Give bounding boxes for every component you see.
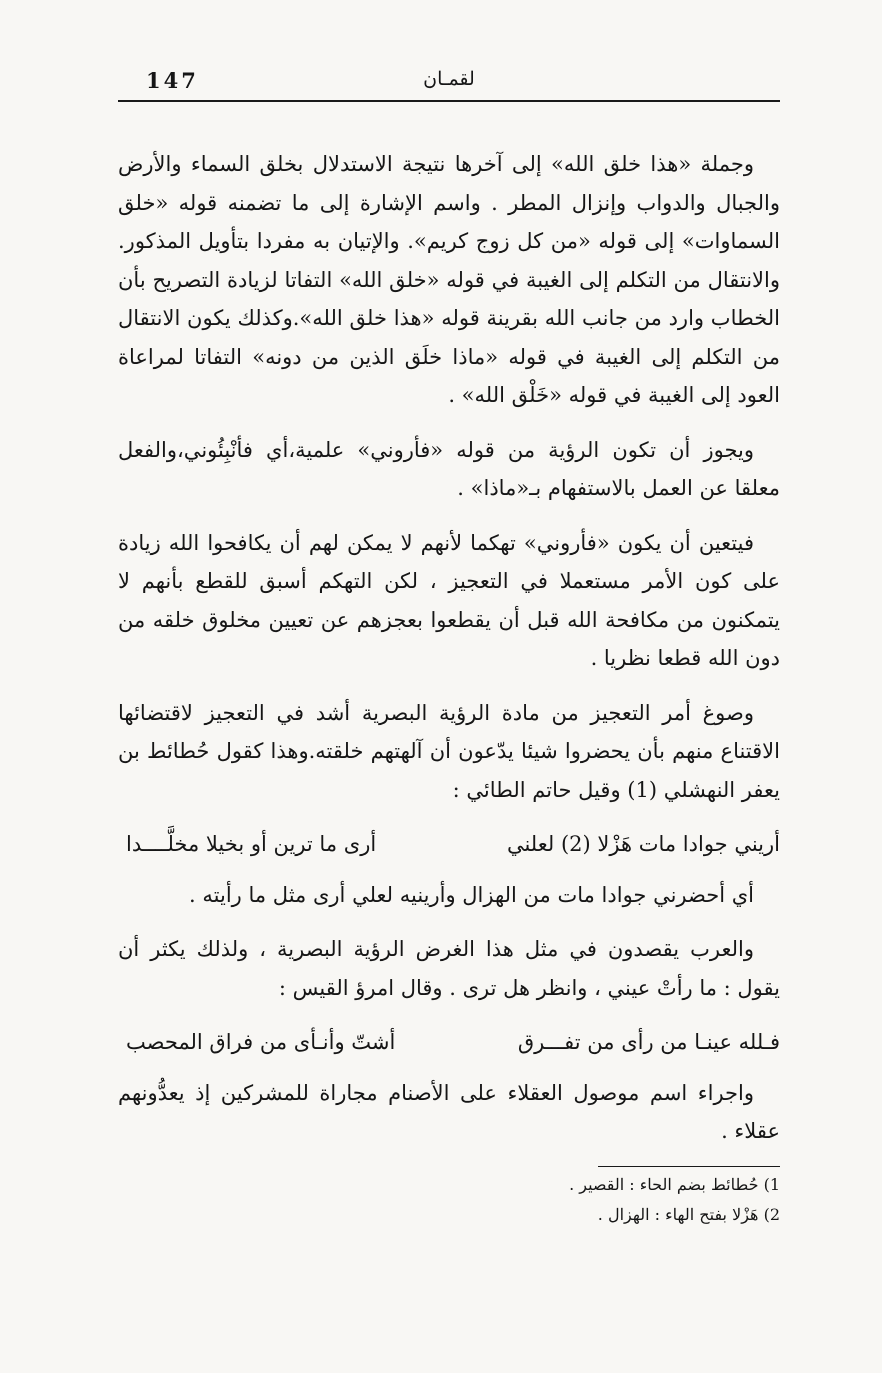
footnote-rule	[598, 1166, 780, 1167]
verse-second-hemistich: أشتّ وأنـأى من فراق المحصب	[126, 1030, 396, 1054]
paragraph: ويجوز أن تكون الرؤية من قوله «فأروني» علمية،أي فأنْبِئُوني،والفعل معلقا عن العمل بالاستفهام بـ«ماذا» .	[118, 437, 780, 500]
page-number: 147	[146, 68, 199, 93]
running-title: لقمـان	[423, 68, 475, 90]
paragraph: والعرب يقصدون في مثل هذا الغرض الرؤية البصرية ، ولذلك يكثر أن يقول : ما رأتْ عيني ، وانظر هل ترى . وقال امرؤ القيس :	[118, 937, 780, 1000]
paragraph: وصوغ أمر التعجيز من مادة الرؤية البصرية أشد في التعجيز لاقتضائها الاقتناع منهم بأن يحضروا شيئا يدّعون أن آلهتهم خلقته.وهذا كقول حُطائط بن يعفر النهشلي (1) وقيل حاتم الطائي :	[118, 700, 780, 802]
footnotes	[500, 1170, 780, 1230]
footnote: 1) حُطائط بضم الحاء : القصير .	[569, 1175, 780, 1194]
header-rule	[118, 100, 780, 102]
footnote: 2) هَزْلا بفتح الهاء : الهزال .	[597, 1205, 780, 1224]
paragraph: فيتعين أن يكون «فأروني» تهكما لأنهم لا يمكن لهم أن يكافحوا الله زيادة على كون الأمر مستعملا في التعجيز ، لكن التهكم أسبق للقطع بأنهم لا يتمكنون من مكافحة الله قبل أن يقطعوا بعجزهم عن تعيين مخلوق خلقه من دون الله قطعا نظريا .	[118, 530, 780, 670]
main-text	[118, 145, 780, 1167]
paragraph: وجملة «هذا خلق الله» إلى آخرها نتيجة الاستدلال بخلق السماء والأرض والجبال والدواب وإنزال المطر . واسم الإشارة إلى ما تضمنه قوله «خلق السماوات» إلى قوله «من كل زوج كريم». والإتيان به مفردا بتأويل المذكور. والانتقال من التكلم إلى الغيبة في قوله «خلق الله» التفاتا لزيادة التصريح بأن الخطاب وارد من جانب الله بقرينة قوله «هذا خلق الله».وكذلك يكون الانتقال من التكلم إلى الغيبة في قوله «ماذا خلَق الذين من دونه» التفاتا لمراعاة العود إلى الغيبة في قوله «خَلْق الله» .	[118, 152, 780, 407]
poetry-verse	[118, 1023, 780, 1062]
page-header	[118, 68, 780, 104]
verse-first-hemistich: أريني جوادا مات هَزْلا (2) لعلني	[506, 832, 780, 856]
verse-second-hemistich: أرى ما ترين أو بخيلا مخلَّــــدا	[126, 832, 377, 856]
verse-first-hemistich: فـلله عينـا من رأى من تفـــرق	[517, 1030, 780, 1054]
paragraph: أي أحضرني جوادا مات من الهزال وأرينيه لعلي أرى مثل ما رأيته .	[189, 882, 754, 907]
poetry-verse	[118, 825, 780, 864]
paragraph: واجراء اسم موصول العقلاء على الأصنام مجاراة للمشركين إذ يعدُّونهم عقلاء .	[118, 1080, 780, 1143]
